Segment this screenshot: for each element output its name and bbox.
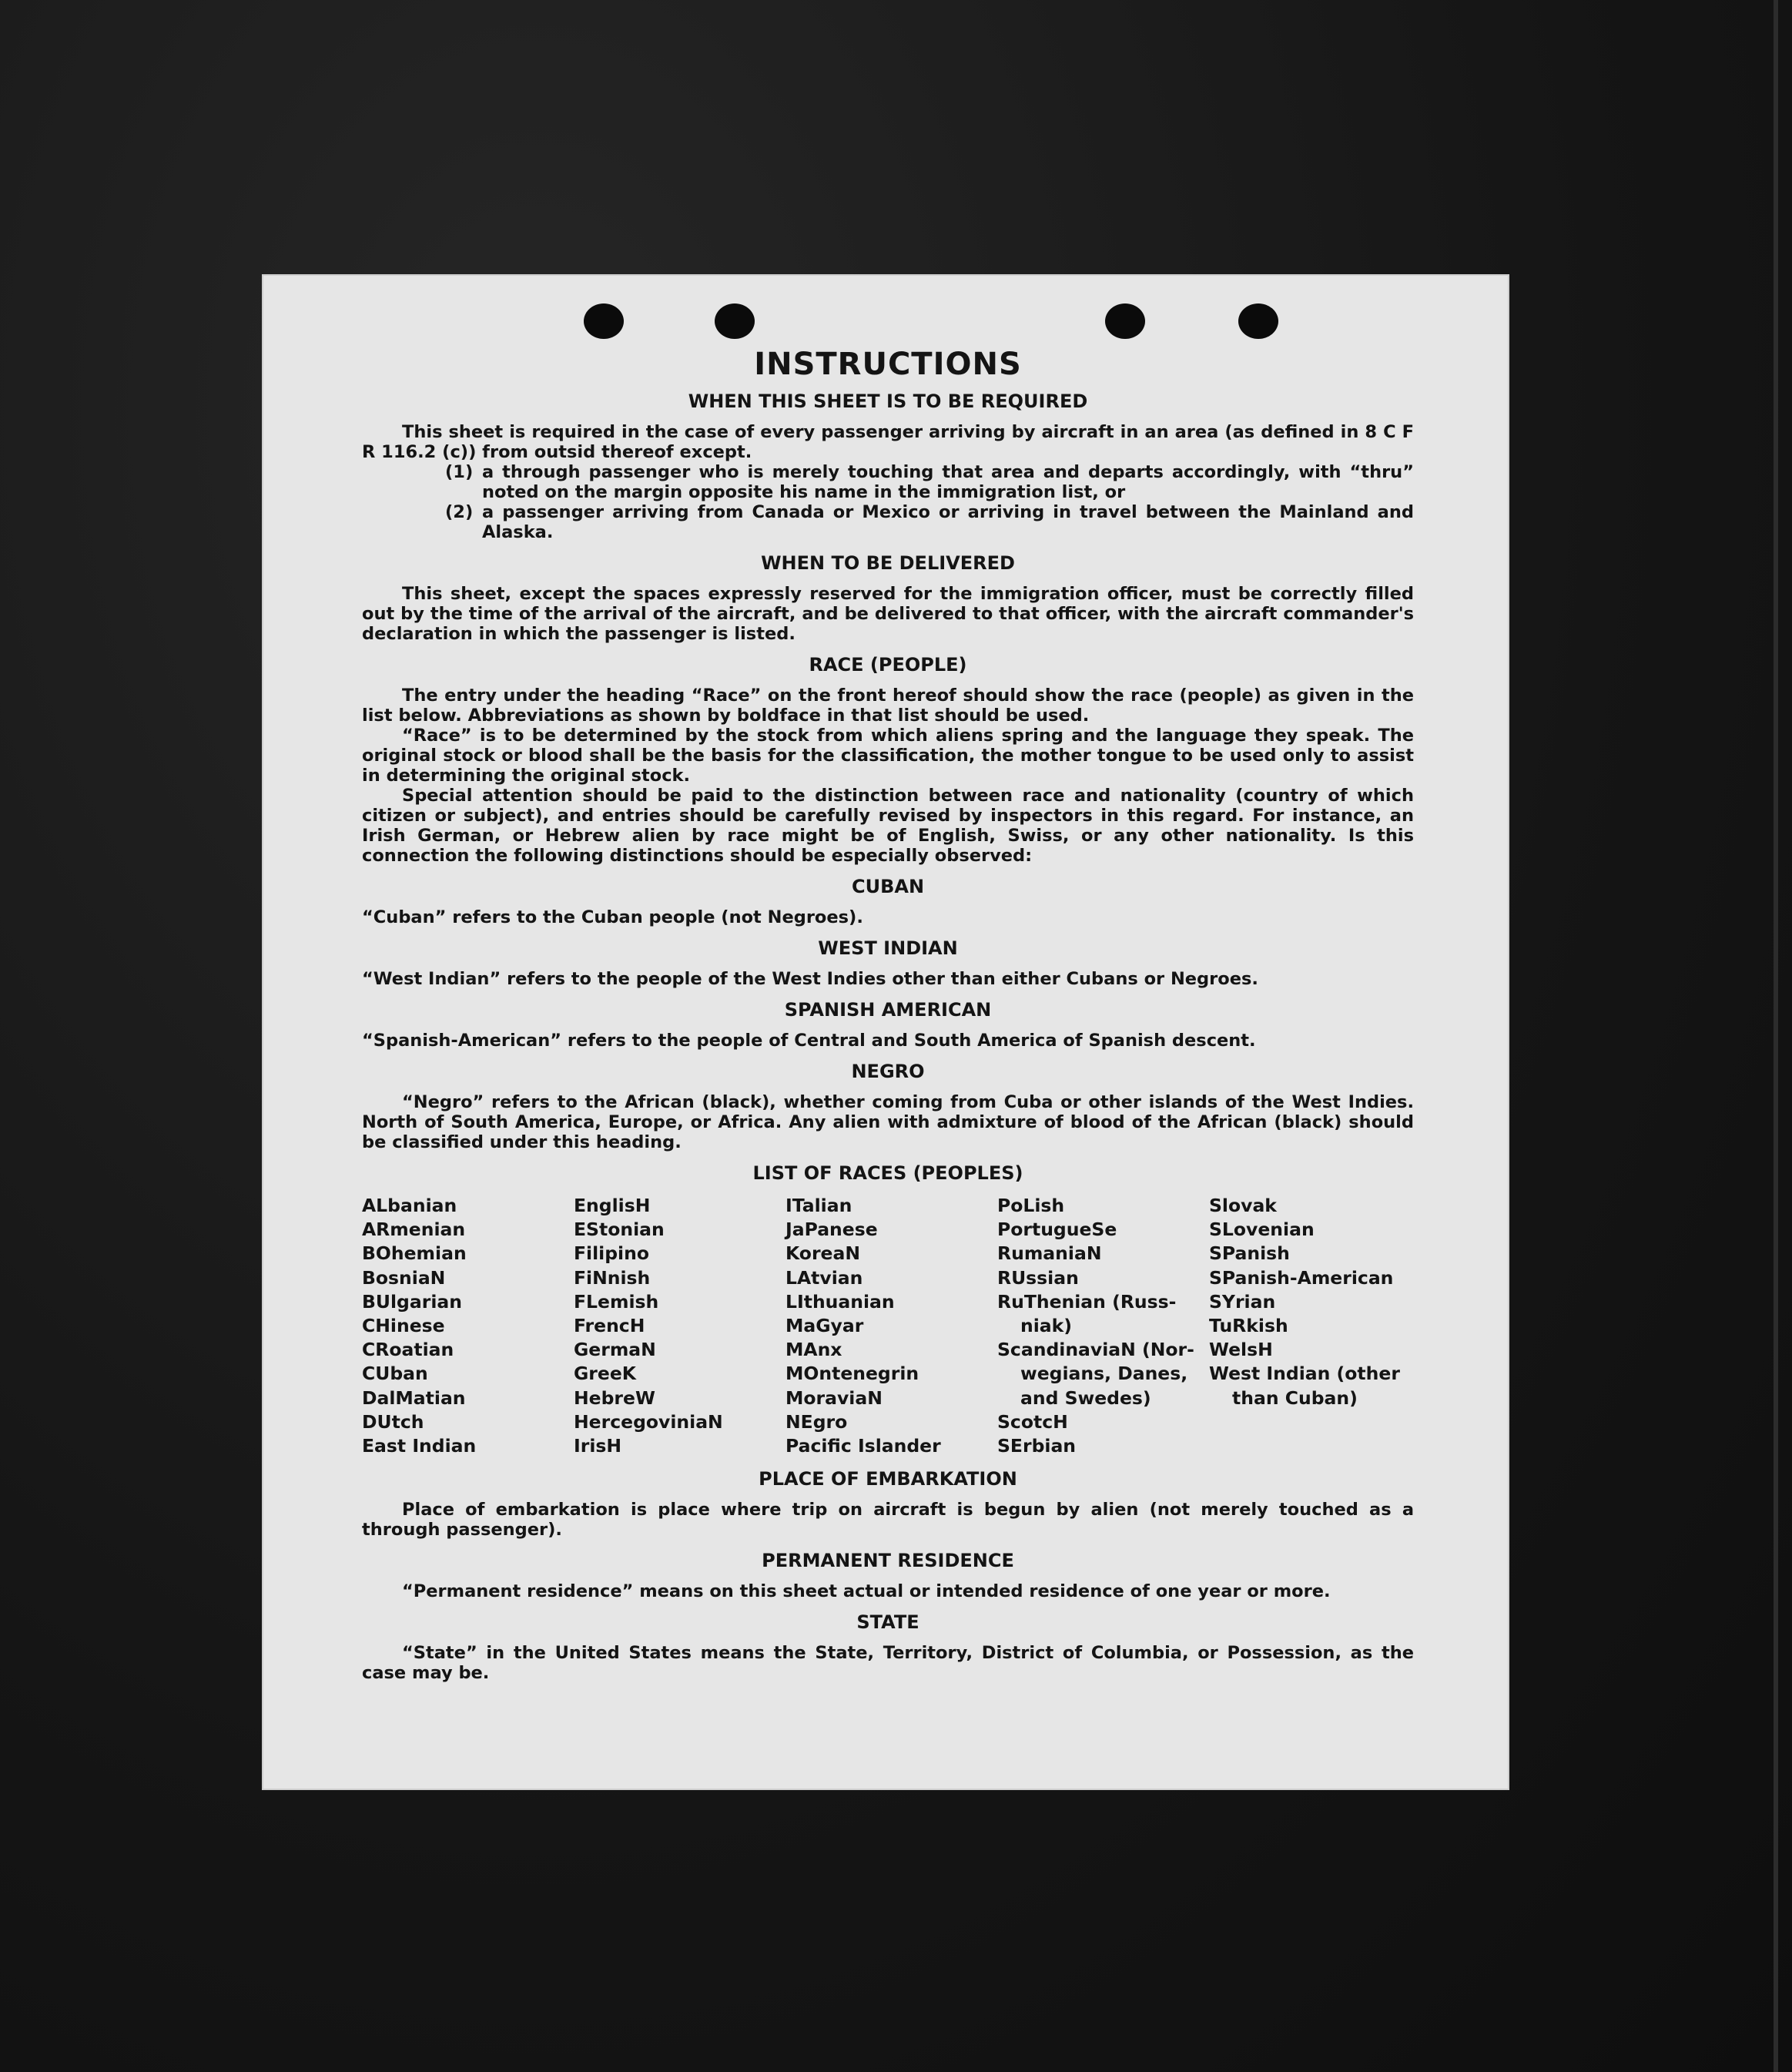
race-item: ScotcH xyxy=(997,1410,1068,1433)
race-item: Filipino xyxy=(574,1242,649,1265)
race-item-continuation: wegians, Danes, xyxy=(1020,1363,1188,1385)
race-item: DalMatian xyxy=(362,1386,466,1409)
film-edge xyxy=(1774,0,1778,2072)
race-item: KoreaN xyxy=(785,1242,860,1265)
races-column xyxy=(997,1194,1209,1458)
race-item: CRoatian xyxy=(362,1339,454,1361)
paragraph: “Race” is to be determined by the stock from which aliens spring and the language they speak. The original stock or blood shall be the basis for the classification, the mother tongue to be used only to assist in determining the original stock. xyxy=(362,726,1414,786)
race-item: Slovak xyxy=(1209,1195,1277,1216)
race-item: WelsH xyxy=(1209,1339,1273,1361)
document-content xyxy=(362,345,1414,1683)
section-heading-embarkation: PLACE OF EMBARKATION xyxy=(759,1468,1017,1490)
paragraph: Place of embarkation is place where trip on aircraft is begun by alien (not merely touched as a through passenger). xyxy=(362,1500,1414,1541)
races-column xyxy=(1209,1194,1409,1458)
race-item: SErbian xyxy=(997,1435,1077,1457)
race-item: GreeK xyxy=(574,1363,636,1385)
race-item: JaPanese xyxy=(785,1219,878,1241)
section-heading-permanent-residence: PERMANENT RESIDENCE xyxy=(762,1550,1014,1572)
race-item: PoLish xyxy=(997,1195,1065,1216)
race-item: FiNnish xyxy=(574,1266,651,1289)
paragraph: Special attention should be paid to the distinction between race and nationality (country of which citizen or subject), and entries should be carefully revised by inspectors in this regard. For instance, an Irish German, or Hebrew alien by race might be of English, Swiss, or any other nationality. Is this connection the following distinctions should be especially observed: xyxy=(362,786,1414,866)
document-title: INSTRUCTIONS xyxy=(754,347,1022,382)
race-item: Pacific Islander xyxy=(785,1435,941,1457)
race-item: ITalian xyxy=(785,1195,852,1216)
paragraph: The entry under the heading “Race” on the front hereof should show the race (people) as given in the list below. Abbreviations as shown by boldface in that list should be used. xyxy=(362,686,1414,726)
race-item: TuRkish xyxy=(1209,1315,1288,1337)
race-item: SPanish xyxy=(1209,1242,1290,1265)
race-item: HebreW xyxy=(574,1386,655,1409)
race-item: EStonian xyxy=(574,1219,665,1241)
race-item: BOhemian xyxy=(362,1242,467,1265)
race-item: FLemish xyxy=(574,1290,659,1313)
race-item: PortugueSe xyxy=(997,1219,1117,1241)
list-number: (2) xyxy=(445,502,474,522)
race-item-continuation: and Swedes) xyxy=(1020,1386,1151,1409)
race-item: CUban xyxy=(362,1363,428,1385)
race-item: East Indian xyxy=(362,1435,477,1457)
race-item: RuThenian (Russ- xyxy=(997,1290,1177,1313)
race-item: MaGyar xyxy=(785,1315,864,1337)
section-heading-race: RACE (PEOPLE) xyxy=(809,654,967,676)
race-item: LAtvian xyxy=(785,1266,863,1289)
race-item: RumaniaN xyxy=(997,1242,1102,1265)
race-item: HercegoviniaN xyxy=(574,1410,723,1433)
race-item: IrisH xyxy=(574,1435,622,1457)
race-item: MOntenegrin xyxy=(785,1363,919,1385)
section-heading-cuban: CUBAN xyxy=(851,876,925,897)
punch-hole xyxy=(584,303,624,339)
paragraph: “Negro” refers to the African (black), whether coming from Cuba or other islands of the West Indies. North of South America, Europe, or Africa. Any alien with admixture of blood of the African (black) should be classified under this heading. xyxy=(362,1092,1414,1152)
section-heading-state: STATE xyxy=(856,1611,919,1634)
paragraph: This sheet, except the spaces expressly reserved for the immigration officer, must be correctly filled out by the time of the arrival of the aircraft, and be delivered to that officer, with the aircraft commander's declaration in which the passenger is listed. xyxy=(362,584,1414,644)
race-item: BosniaN xyxy=(362,1266,446,1289)
races-table xyxy=(362,1194,1414,1458)
race-item: CHinese xyxy=(362,1315,445,1337)
race-item: NEgro xyxy=(785,1410,848,1433)
races-column xyxy=(574,1194,785,1458)
section-heading-negro: NEGRO xyxy=(851,1061,925,1082)
race-item: MAnx xyxy=(785,1339,842,1361)
section-heading-required: WHEN THIS SHEET IS TO BE REQUIRED xyxy=(688,391,1088,412)
race-item: ScandinaviaN (Nor- xyxy=(997,1339,1194,1361)
race-item-continuation: than Cuban) xyxy=(1232,1386,1358,1409)
paragraph: “Spanish-American” refers to the people of Central and South America of Spanish descent. xyxy=(362,1031,1256,1051)
list-number: (1) xyxy=(445,462,474,482)
list-item xyxy=(445,462,1414,502)
race-item: ARmenian xyxy=(362,1219,466,1241)
races-column xyxy=(785,1194,997,1458)
list-text: a passenger arriving from Canada or Mexico or arriving in travel between the Mainland and Alaska. xyxy=(482,502,1414,542)
paragraph: This sheet is required in the case of every passenger arriving by aircraft in an area (as defined in 8 C F R 116.2 (c)) from outsid thereof except. xyxy=(362,422,1414,462)
race-item-continuation: niak) xyxy=(1020,1315,1073,1337)
race-item: BUlgarian xyxy=(362,1290,462,1313)
list-text: a through passenger who is merely touching that area and departs accordingly, with “thru” noted on the margin opposite his name in the immigration list, or xyxy=(482,462,1414,502)
race-item: RUssian xyxy=(997,1266,1079,1289)
section-heading-spanish-american: SPANISH AMERICAN xyxy=(784,999,992,1021)
race-item: SYrian xyxy=(1209,1290,1276,1313)
race-item: GermaN xyxy=(574,1339,656,1361)
race-item: EnglisH xyxy=(574,1195,651,1216)
list-item xyxy=(445,502,1414,542)
race-item: ALbanian xyxy=(362,1195,457,1216)
paragraph: “State” in the United States means the State, Territory, District of Columbia, or Possession, as the case may be. xyxy=(362,1643,1414,1684)
race-item: DUtch xyxy=(362,1410,424,1433)
punch-hole xyxy=(1105,303,1145,339)
section-heading-west-indian: WEST INDIAN xyxy=(818,937,958,959)
document-page xyxy=(262,274,1509,1790)
punch-hole xyxy=(1238,303,1278,339)
paragraph: “West Indian” refers to the people of the West Indies other than either Cubans or Negroes. xyxy=(362,969,1258,989)
paragraph: “Cuban” refers to the Cuban people (not Negroes). xyxy=(362,907,863,927)
paragraph: “Permanent residence” means on this sheet actual or intended residence of one year or more. xyxy=(402,1581,1331,1602)
section-heading-delivered: WHEN TO BE DELIVERED xyxy=(761,552,1015,574)
exception-list xyxy=(445,462,1414,542)
race-item: LIthuanian xyxy=(785,1290,895,1313)
race-item: FrencH xyxy=(574,1315,645,1337)
section-heading-list-of-races: LIST OF RACES (PEOPLES) xyxy=(752,1162,1023,1184)
race-item: SLovenian xyxy=(1209,1219,1315,1241)
race-item: MoraviaN xyxy=(785,1386,883,1409)
races-column xyxy=(362,1194,574,1458)
race-item: SPanish-American xyxy=(1209,1266,1394,1289)
race-item: West Indian (other xyxy=(1209,1363,1400,1385)
punch-hole xyxy=(715,303,755,339)
